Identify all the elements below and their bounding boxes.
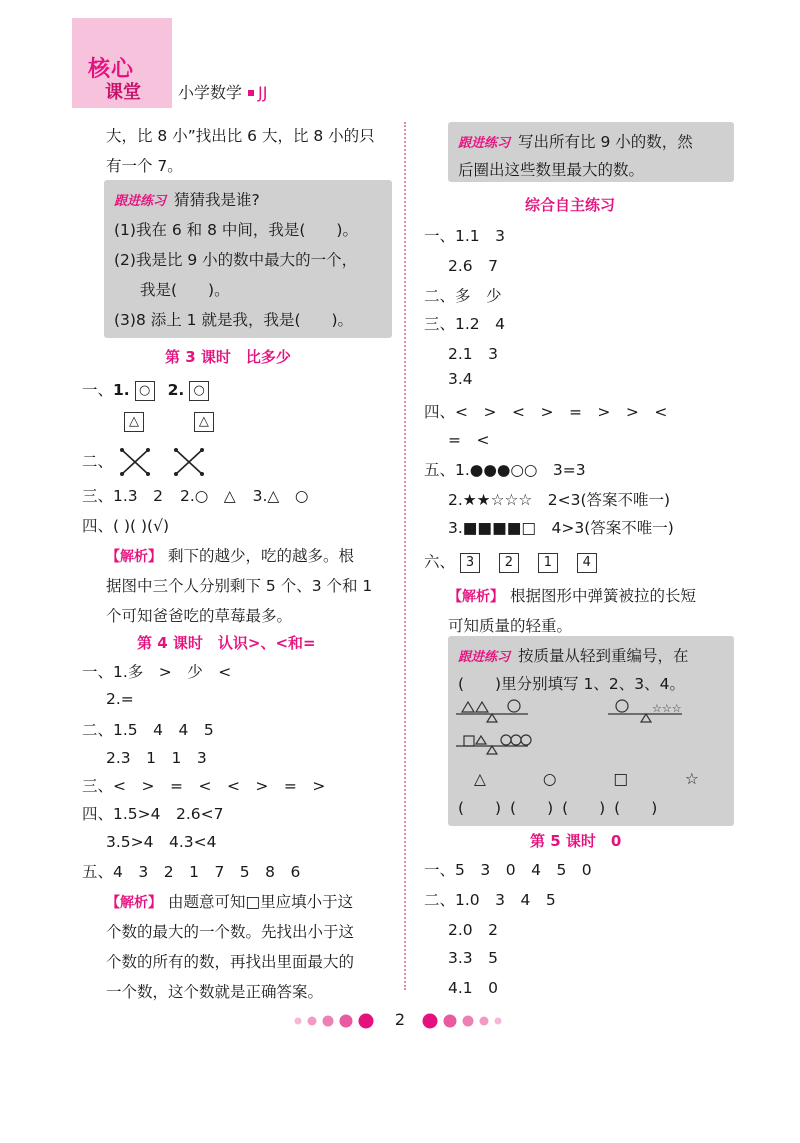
l5-row-4: 3.3 5 xyxy=(448,949,499,967)
logo-text: 核心 xyxy=(88,57,135,82)
r-row-7: 四、< > < > = > > < xyxy=(424,403,668,421)
l4-jx-line-2: 个数的最大的一个数。先找出小于这 xyxy=(106,923,355,941)
l5-row-2: 二、1.0 3 4 5 xyxy=(424,891,556,909)
jx-tag: 【解析】 xyxy=(106,895,162,911)
cross-lines-icon xyxy=(118,448,228,476)
jx-tag: 【解析】 xyxy=(448,589,504,605)
l4-row-3: 二、1.5 4 4 5 xyxy=(82,721,214,739)
follow1-q3: (3)8 添上 1 就是我，我是( )。 xyxy=(114,311,354,329)
lesson3-title: 第 3 课时 比多少 xyxy=(165,348,291,366)
jx-tag: 【解析】 xyxy=(106,549,162,565)
page-number: 2 xyxy=(394,1010,406,1029)
l3-two-row xyxy=(82,448,228,476)
l3-three-a: 1.3 2 xyxy=(113,487,164,505)
r-jx-line-1 xyxy=(448,584,696,606)
l3-one-label: 一、 xyxy=(82,381,114,399)
answer-paren: ( ) xyxy=(562,799,606,817)
follow3-line-1 xyxy=(458,644,689,666)
l5-row-1: 一、5 3 0 4 5 0 xyxy=(424,861,592,879)
answer-paren: ( ) xyxy=(614,799,658,817)
answer-box: 1 xyxy=(538,553,558,573)
l3-jx-line-3: 个可知爸爸吃的草莓最多。 xyxy=(106,607,293,625)
l4-row-1: 一、1.多 > 少 < xyxy=(82,663,232,681)
l3-three-label: 三、 xyxy=(82,487,114,505)
follow2-text: 写出所有比 9 小的数，然 xyxy=(518,133,693,151)
intro-line-2: 有一个 7。 xyxy=(106,157,183,175)
l3-two-label: 二、 xyxy=(82,452,114,471)
answer-box: 2 xyxy=(499,553,519,573)
l4-jx-text: 由题意可知□里应填小于这 xyxy=(168,893,354,911)
intro-line-1: 大，比 8 小”找出比 6 大，比 8 小的只 xyxy=(106,127,375,145)
r-row-3: 二、多 少 xyxy=(424,287,502,305)
square-icon: □ xyxy=(613,770,628,788)
l3-three-c: 3.△ ○ xyxy=(252,487,309,505)
answer-box: 3 xyxy=(460,553,480,573)
follow-tag: 跟进练习 xyxy=(114,194,167,209)
circle-box-icon: ○ xyxy=(189,381,209,401)
answer-box: 4 xyxy=(577,553,597,573)
l3-three-b: 2.○ △ xyxy=(179,487,236,505)
column-divider xyxy=(404,122,406,990)
subject-label: 小学数学 xyxy=(178,83,243,102)
circle-icon: ○ xyxy=(542,770,557,788)
l4-row-7: 3.5>4 4.3<4 xyxy=(106,833,217,851)
l4-jx-line-3: 个数的所有的数，再找出里面最大的 xyxy=(106,953,355,971)
l4-jx-line-4: 一个数，这个数就是正确答案。 xyxy=(106,983,324,1001)
r-six-row xyxy=(424,550,597,573)
l3-jx-line-1 xyxy=(106,544,354,566)
l4-row-6: 四、1.5>4 2.6<7 xyxy=(82,805,224,823)
l4-row-2: 2.= xyxy=(106,690,134,708)
l3-triangle-row xyxy=(124,412,214,432)
l3-q2-number: 2. xyxy=(167,381,185,399)
follow2-line-2: 后圈出这些数里最大的数。 xyxy=(458,161,645,179)
triangle-box-icon: △ xyxy=(194,412,214,432)
l4-row-8: 五、4 3 2 1 7 5 8 6 xyxy=(82,863,301,881)
r-row-11: 3.■■■■□ 4>3(答案不唯一) xyxy=(448,519,674,537)
follow2-line-1 xyxy=(458,130,693,152)
logo-subtext: 课堂 xyxy=(105,82,141,103)
follow3-text: 按质量从轻到重编号，在 xyxy=(518,647,689,665)
r-six-label: 六、 xyxy=(424,553,456,571)
r-jx-text: 根据图形中弹簧被拉的长短 xyxy=(510,587,697,605)
l3-jx-line-2: 据图中三个人分别剩下 5 个、3 个和 1 xyxy=(106,577,373,595)
l5-row-5: 4.1 0 xyxy=(448,979,499,997)
l3-jx-text: 剩下的越少，吃的越多。根 xyxy=(168,547,355,565)
lesson4-title: 第 4 课时 认识>、<和= xyxy=(137,634,316,652)
page-footer xyxy=(0,1010,800,1029)
l4-row-4: 2.3 1 1 3 xyxy=(106,749,207,767)
lesson5-title: 第 5 课时 0 xyxy=(530,832,622,850)
l4-row-5: 三、< > = < < > = > xyxy=(82,777,326,795)
decorative-dots-icon xyxy=(420,1013,510,1029)
r-jx-line-2: 可知质量的轻重。 xyxy=(448,617,573,635)
follow1-q2a: (2)我是比 9 小的数中最大的一个， xyxy=(114,251,358,269)
r-row-6: 3.4 xyxy=(448,370,473,388)
follow3-shape-row xyxy=(474,770,699,788)
decorative-dots-icon xyxy=(290,1013,380,1029)
l3-four-row: 四、( )( )(√) xyxy=(82,517,170,535)
follow1-title-line xyxy=(114,188,260,210)
l3-three-row xyxy=(82,484,308,506)
l3-one-row xyxy=(82,378,209,401)
balance-scales-diagram xyxy=(452,696,732,756)
r-row-4: 三、1.2 4 xyxy=(424,315,506,333)
r-row-2: 2.6 7 xyxy=(448,257,499,275)
follow3-paren-row xyxy=(458,796,657,818)
r-row-8: = < xyxy=(448,431,490,449)
star-icon: ☆ xyxy=(684,770,699,788)
follow1-q1: (1)我在 6 和 8 中间，我是( )。 xyxy=(114,221,358,239)
l5-row-3: 2.0 2 xyxy=(448,921,499,939)
circle-box-icon: ○ xyxy=(135,381,155,401)
r-row-9: 五、1.●●●○○ 3=3 xyxy=(424,461,586,479)
l3-q1-number: 1. xyxy=(113,381,130,399)
r-row-1: 一、1.1 3 xyxy=(424,227,506,245)
follow1-title: 猜猜我是谁? xyxy=(174,191,260,209)
follow3-line-2: ( )里分别填写 1、2、3、4。 xyxy=(458,675,685,693)
separator-icon xyxy=(248,90,254,96)
svg-text:☆☆☆: ☆☆☆ xyxy=(652,702,682,715)
r-row-10: 2.★★☆☆☆ 2<3(答案不唯一) xyxy=(448,491,671,509)
answer-paren: ( ) xyxy=(458,799,502,817)
follow-tag: 跟进练习 xyxy=(458,650,511,665)
follow-tag: 跟进练习 xyxy=(458,136,511,151)
subject-header xyxy=(178,80,267,103)
edition-label: JJ xyxy=(258,83,268,102)
answer-paren: ( ) xyxy=(510,799,554,817)
follow1-q2b: 我是( )。 xyxy=(140,281,230,299)
triangle-box-icon: △ xyxy=(124,412,144,432)
section-title: 综合自主练习 xyxy=(525,196,616,214)
r-row-5: 2.1 3 xyxy=(448,345,499,363)
triangle-icon: △ xyxy=(474,770,486,788)
l4-jx-line-1 xyxy=(106,890,353,912)
